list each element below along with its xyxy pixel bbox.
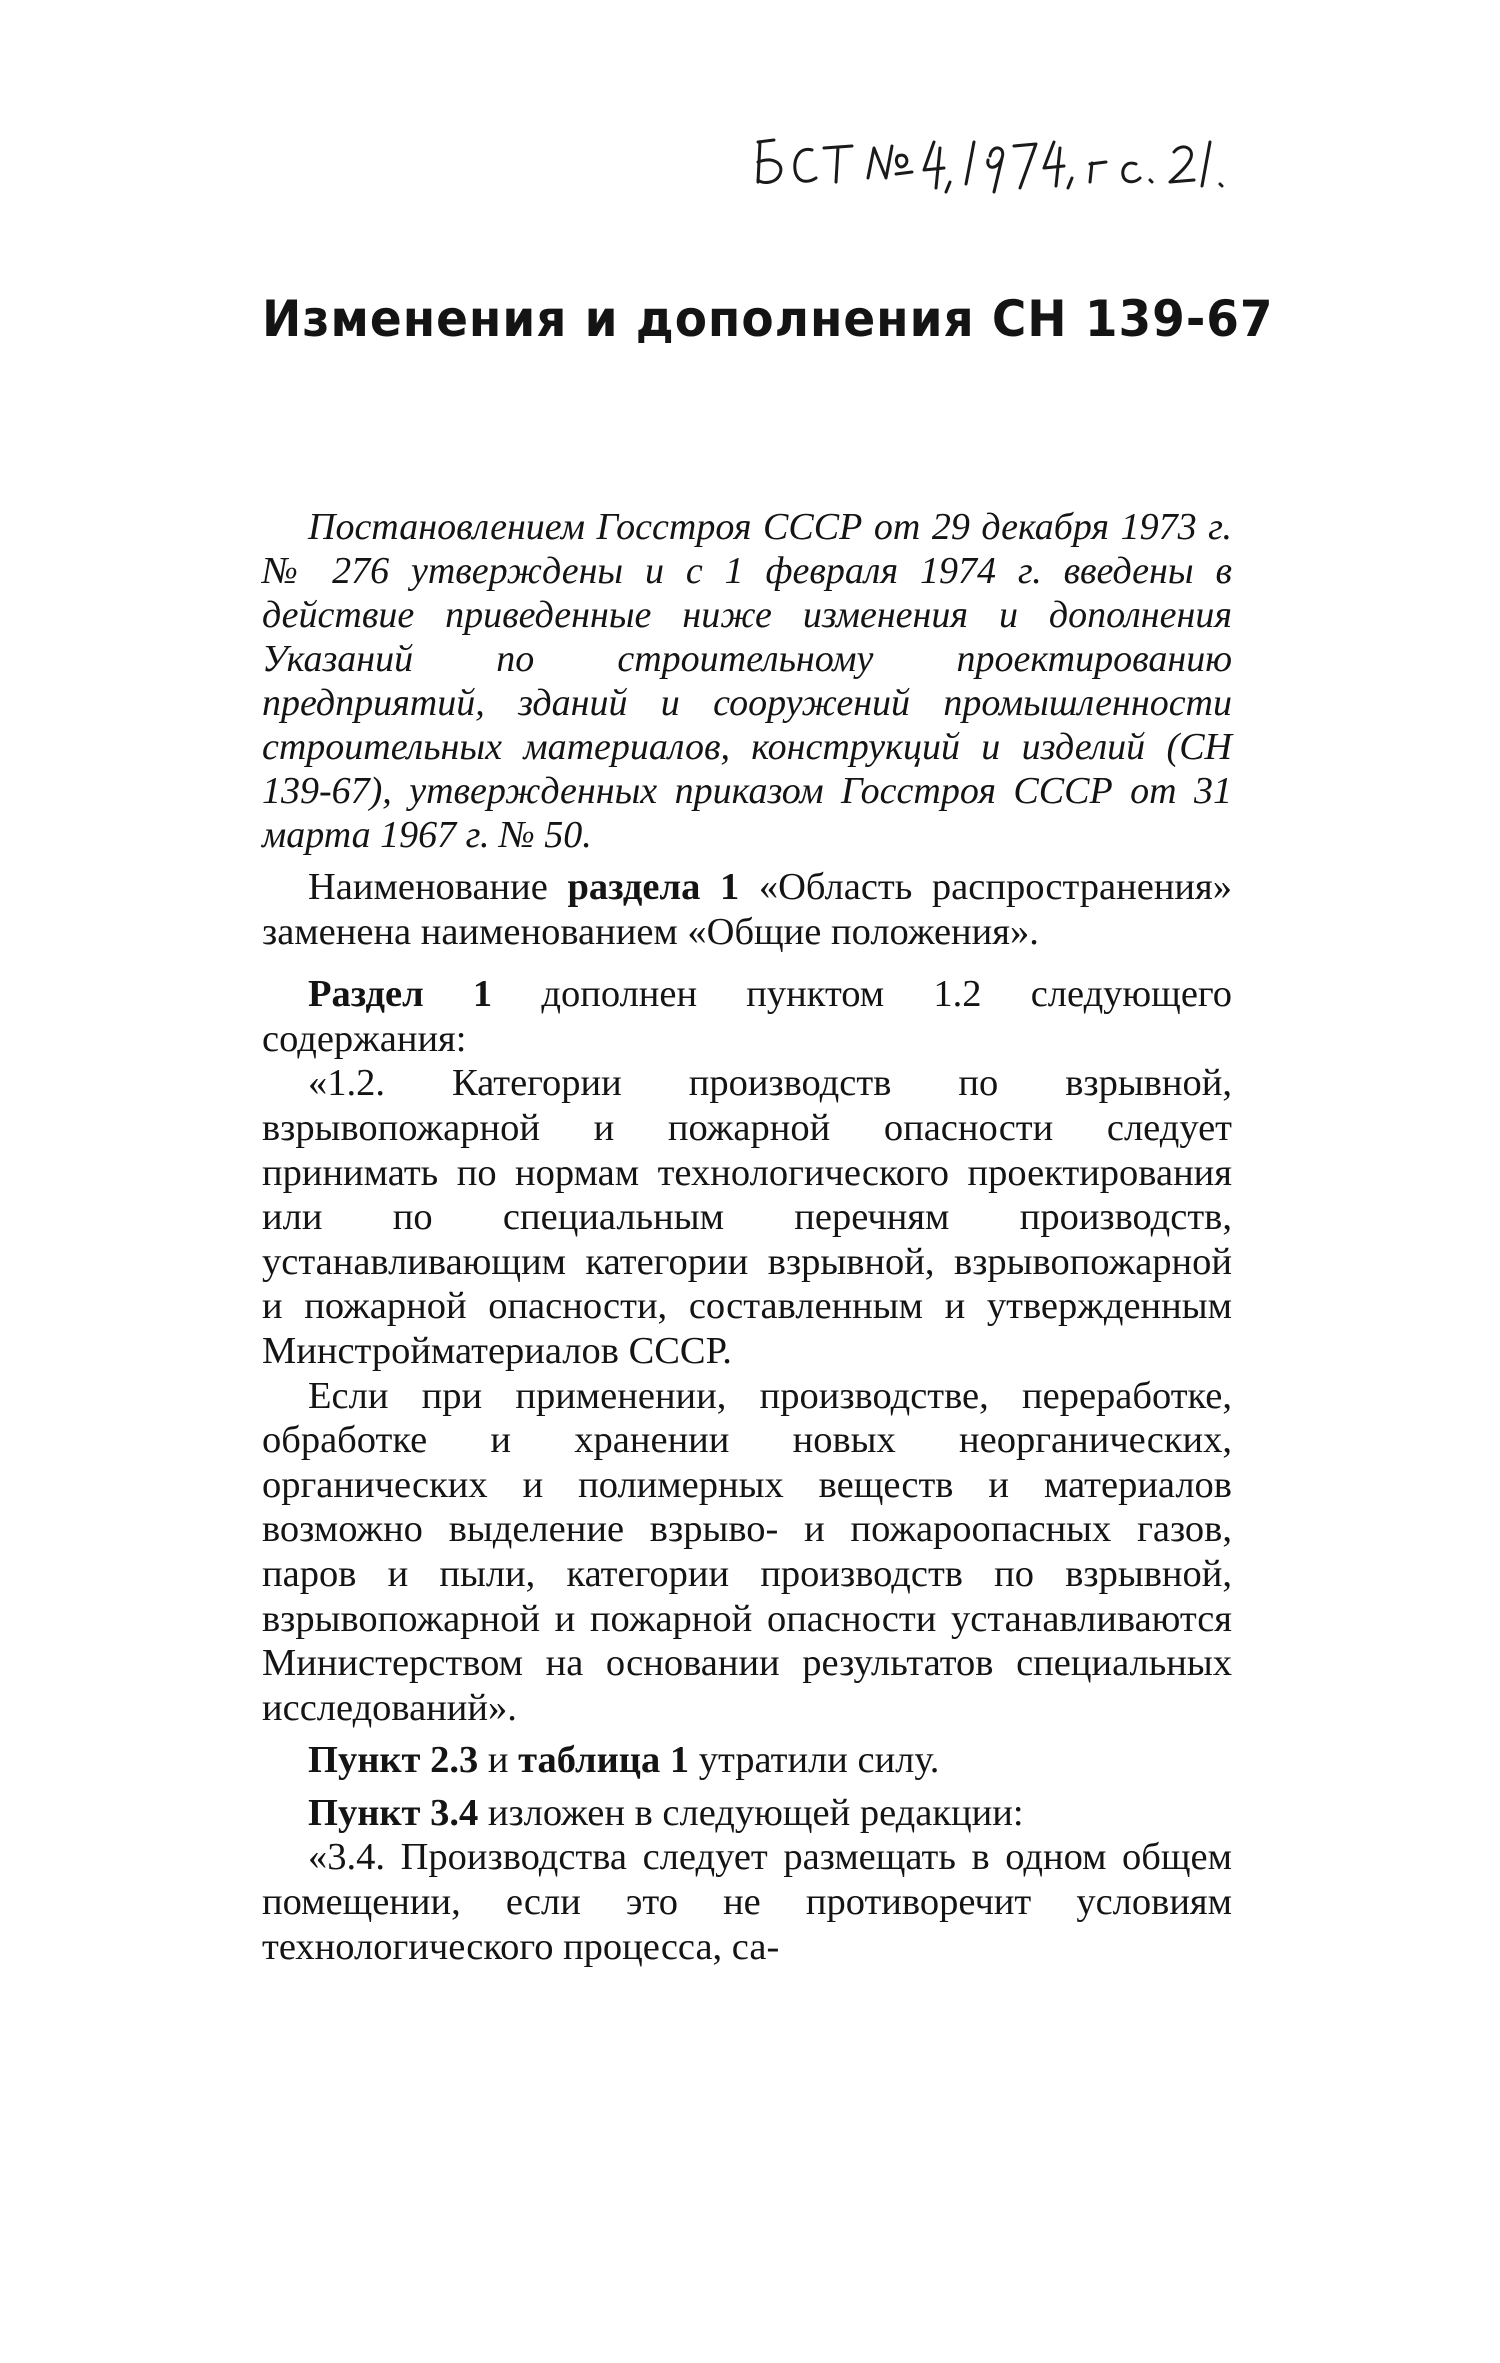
text-run: Наименование <box>308 866 568 908</box>
handwritten-note-signature <box>740 112 1260 202</box>
text-run: утратили силу. <box>689 1739 940 1782</box>
paragraph-new-substances: Если при применении, производстве, переработке, обработке и хранении новых неорганических, органических и полимерных веществ и материалов возможно выделение взрыво- и пожароопасных газов, паров и пыли, категории производств по взрывной, взрывопожарной и пожарной опасности устанавливаются Министерством на основании результатов специальных исследований». <box>262 1374 1232 1729</box>
text-run: дополнен пунктом 1.2 следующего содержания: <box>262 973 1232 1060</box>
text-run: «3.4. <box>308 1836 385 1879</box>
text-run: «Область распространения» заменена наименованием «Общие положения». <box>262 866 1232 953</box>
handwritten-note <box>740 112 1260 202</box>
bold-run: раздела 1 <box>567 866 740 908</box>
bold-run: Пункт 2.3 <box>308 1739 479 1782</box>
paragraph-item-1-2 <box>262 1061 1232 1373</box>
paragraph-section-title-change <box>262 865 1232 954</box>
paragraph-item-2-3 <box>262 1738 1232 1783</box>
text-run: Производства следует размещать в одном общем помещении, если это не противоречит условиям технологического процесса, са- <box>262 1836 1232 1968</box>
paragraph-item-3-4-text <box>262 1835 1232 1969</box>
text-run: и <box>478 1739 519 1782</box>
document-body <box>262 505 1232 1969</box>
decree-paragraph: Постановлением Госстроя СССР от 29 декабря 1973 г. № 276 утверждены и с 1 февраля 1974 г. введены в действие приведенные ниже изменения и дополнения Указаний по строительному проектированию предприятий, зданий и сооружений промышленности строительных материалов, конструкций и изделий (СН 139-67), утвержденных приказом Госстроя СССР от 31 марта 1967 г. № 50. <box>262 506 1232 856</box>
paragraph-section-addition <box>262 972 1232 1061</box>
bold-run: Пункт 3.4 <box>308 1791 479 1834</box>
document-title: Изменения и дополнения СН 139-67 <box>262 290 1274 348</box>
bold-run: Раздел 1 <box>308 973 493 1016</box>
text-run: Категории производств по взрывной, взрывопожарной и пожарной опасности следует принимать по нормам технологического проектирования или по специальным перечням производств, устанавливающим категории взрывной, взрывопожарной и пожарной опасности, составленным и утвержденным Минстройматериалов СССР. <box>262 1062 1232 1372</box>
text-run: «1.2. <box>308 1062 385 1105</box>
paragraph-item-3-4 <box>262 1791 1232 1836</box>
bold-run: таблица 1 <box>518 1739 690 1782</box>
text-run: изложен в следующей редакции: <box>478 1791 1024 1834</box>
